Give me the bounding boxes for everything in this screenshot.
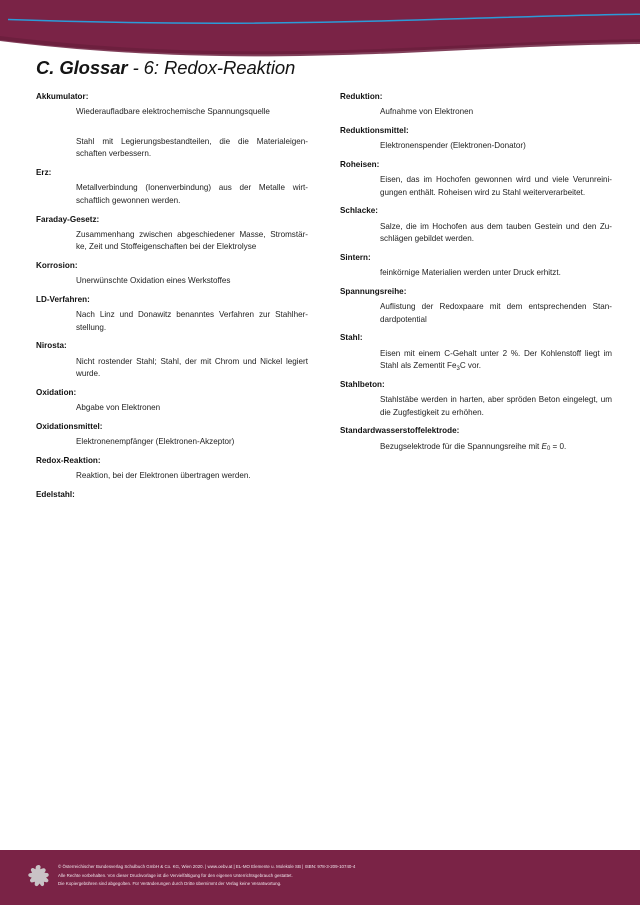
glossary-definition: Nicht rostender Stahl; Stahl, der mit Chrom und Nickel legiert wurde.	[76, 356, 308, 379]
glossary-definition: Elektronenspender (Elektronen-Donator)	[380, 141, 526, 151]
glossary-entry	[340, 160, 630, 199]
glossary-entry	[36, 136, 326, 161]
glossary-definition: Eisen, das im Hochofen gewonnen wird und viele Verunreini-gungen enthält. Roheisen wird zu Stahl weiterverarbeitet.	[380, 175, 612, 197]
glossary-definition: Elektronenempfänger (Elektronen-Akzeptor)	[76, 437, 235, 447]
glossary-entry	[36, 341, 326, 380]
glossary-term: LD-Verfahren:	[36, 294, 90, 304]
glossary-definition: Abgabe von Elektronen	[76, 403, 161, 413]
glossary-definition: Auflistung der Redoxpaare mit dem entsprechenden Stan-dardpotential	[380, 302, 612, 324]
glossary-entry	[36, 92, 326, 119]
page-title-wrap	[36, 57, 596, 79]
page-title-strong: C. Glossar	[36, 57, 128, 78]
glossary-entry	[340, 333, 630, 372]
glossary-term: Standardwasserstoffelektrode:	[340, 426, 460, 436]
glossary-entry	[36, 261, 326, 288]
page-title-rest: - 6: Redox-Reaktion	[127, 57, 296, 78]
glossary-entry	[340, 253, 630, 280]
glossary-definition: Nach Linz und Donawitz benanntes Verfahren zur Stahlher-stellung.	[76, 310, 308, 332]
glossary-term: Korrosion:	[36, 260, 78, 270]
glossary-term: Erz:	[36, 168, 52, 178]
glossary-term: Oxidationsmittel:	[36, 421, 103, 431]
glossary-entry	[36, 295, 326, 334]
glossary-term: Faraday-Gesetz:	[36, 214, 100, 224]
footer-line: Die Kopiergebühren sind abgegolten. Für Veränderungen durch Dritte übernimmt der Verlag keine Verantwortung.	[58, 881, 282, 887]
glossary-term: Redox-Reaktion:	[36, 455, 101, 465]
page-title	[36, 57, 596, 79]
puzzle-piece-logo	[27, 864, 53, 890]
footer-copyright-text	[58, 863, 578, 889]
glossary-entry	[36, 456, 326, 483]
glossary-term: Akkumulator:	[36, 92, 89, 101]
glossary-entry	[340, 426, 630, 453]
glossary-entry	[340, 92, 630, 119]
glossary-definition: Aufnahme von Elektronen	[380, 107, 474, 117]
glossary-term: Edelstahl:	[36, 489, 75, 499]
footer-line: © Österreichischer Bundesverlag Schulbuch GmbH & Co. KG, Wien 2020. | www.oebv.at | EL-MO Elemente u. Moleküle SB | ISBN: 978-3-209-10740-4	[58, 864, 356, 869]
glossary-term: Reduktionsmittel:	[340, 125, 409, 135]
glossary-definition: Unerwünschte Oxidation eines Werkstoffes	[76, 276, 231, 286]
glossary-term: Oxidation:	[36, 387, 77, 397]
glossary-entry	[36, 215, 326, 254]
glossary-definition: Bezugselektrode für die Spannungsreihe mit $E_0 = 0$.	[380, 441, 567, 453]
glossary-entry	[340, 206, 630, 245]
glossary-entry	[36, 388, 326, 415]
glossary-term: Roheisen:	[340, 159, 380, 169]
glossary-columns	[0, 92, 640, 508]
glossary-column-right	[340, 92, 630, 508]
glossary-definition: Wiederaufladbare elektrochemische Spannungsquelle	[76, 107, 270, 117]
glossary-definition: Eisen mit einem C-Gehalt unter 2 %. Der Kohlenstoff liegt im Stahl als Zementit $Fe_3C$ vor.	[380, 348, 612, 372]
glossary-entry	[340, 380, 630, 419]
glossary-term: Spannungsreihe:	[340, 286, 407, 296]
glossary-entry	[36, 168, 326, 207]
glossary-entry	[340, 287, 630, 326]
glossary-definition: Stahl mit Legierungsbestandteilen, die die Materialeigen-schaften verbessern.	[76, 136, 308, 159]
glossary-term: Sintern:	[340, 252, 371, 262]
glossary-entry	[36, 422, 326, 449]
glossary-definition: Zusammenhang zwischen abgeschiedener Masse, Stromstär-ke, Zeit und Stoffeigenschaften bei der Elektrolyse	[76, 229, 308, 252]
glossary-column-left	[36, 92, 326, 508]
glossary-entry	[36, 490, 326, 501]
footer-line: Alle Rechte vorbehalten. Von dieser Druckvorlage ist die Vervielfältigung für den eigenen Unterrichtsgebrauch gestattet.	[58, 872, 293, 878]
glossary-definition: Metallverbindung (Ionenverbindung) aus der Metalle wirt-schaftlich gewonnen werden.	[76, 183, 308, 205]
glossary-entry	[340, 126, 630, 153]
glossary-term: Stahlbeton:	[340, 379, 385, 389]
glossary-definition: feinkörnige Materialien werden unter Druck erhitzt.	[380, 268, 561, 278]
glossary-term: Schlacke:	[340, 206, 378, 216]
glossary-term: Stahl:	[340, 333, 363, 343]
footer-inner	[0, 850, 640, 905]
page-footer	[0, 850, 640, 905]
glossary-definition: Reaktion, bei der Elektronen übertragen werden.	[76, 471, 251, 481]
glossary-term: Reduktion:	[340, 92, 383, 101]
glossary-definition: Salze, die im Hochofen aus dem tauben Gestein und den Zu-schlägen gebildet werden.	[380, 221, 612, 244]
glossary-term: Nirosta:	[36, 341, 67, 351]
glossary-definition: Stahlstäbe werden in harten, aber spröden Beton eingelegt, um die Zugfestigkeit zu erhöhen.	[380, 395, 612, 417]
